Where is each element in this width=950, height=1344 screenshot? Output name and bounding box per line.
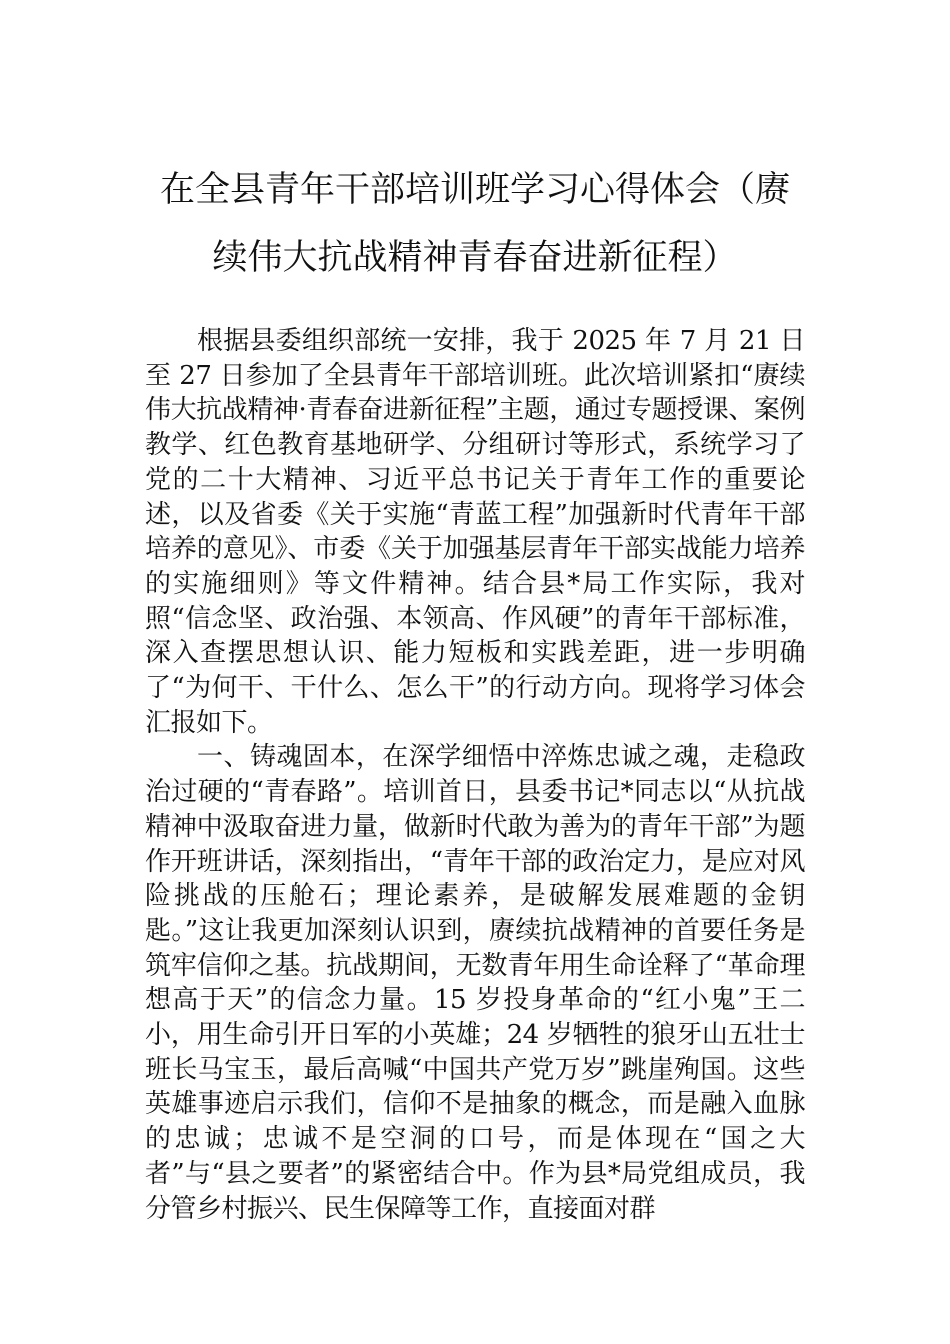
section-1-heading: 一、铸魂固本，在深学细悟中淬炼忠诚之魂，走稳政治过硬的“青春路”。 [145,742,805,808]
document-title-line-1: 在全县青年干部培训班学习心得体会（赓 [159,170,790,210]
intro-paragraph: 根据县委组织部统一安排，我于 2025 年 7 月 21 日至 27 日参加了全县青年干部培训班。此次培训紧扣“赓续伟大抗战精神·青春奋进新征程”主题，通过专题授课、案例教学、红色教育基地研学、分组研讨等形式，系统学习了党的二十大精神、习近平总书记关于青年工作的重要论述，以及省委《关于实施“青蓝工程”加强新时代青年干部培养的意见》、市委《关于加强基层青年干部实战能力培养的实施细则》等文件精神。结合县*局工作实际，我对照“信念坚、政治强、本领高、作风硬”的青年干部标准，深入查摆思想认识、能力短板和实践差距，进一步明确了“为何干、干什么、怎么干”的行动方向。现将学习体会汇报如下。 [145,326,805,738]
section-1-paragraph [145,740,805,1226]
document-body [145,324,805,1226]
section-1-body: 培训首日，县委书记*同志以“从抗战精神中汲取奋进力量，做新时代敢为善为的青年干部”为题作开班讲话，深刻指出，“青年干部的政治定力，是应对风险挑战的压舱石；理论素养，是破解发展难题的金钥匙。”这让我更加深刻认识到，赓续抗战精神的首要任务是筑牢信仰之基。抗战期间，无数青年用生命诠释了“革命理想高于天”的信念力量。15 岁投身革命的“红小鬼”王二小，用生命引开日军的小英雄；24 岁牺牲的狼牙山五壮士班长马宝玉，最后高喊“中国共产党万岁”跳崖殉国。这些英雄事迹启示我们，信仰不是抽象的概念，而是融入血脉的忠诚；忠诚不是空洞的口号，而是体现在“国之大者”与“县之要者”的紧密结合中。作为县*局党组成员，我分管乡村振兴、民生保障等工作，直接面对群 [145,777,805,1224]
document-title-line-2: 续伟大抗战精神青春奋进新征程） [212,238,738,278]
